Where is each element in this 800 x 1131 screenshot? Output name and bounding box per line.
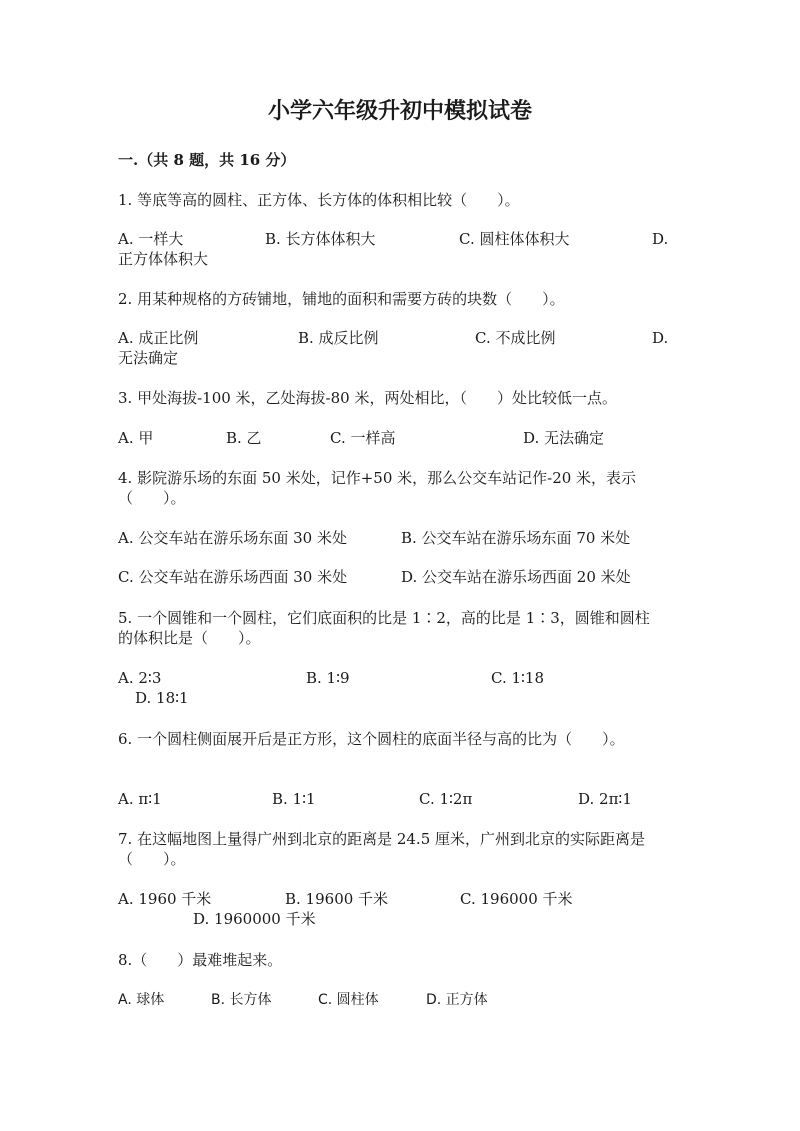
q4-option-d: D. 公交车站在游乐场西面 20 米处 (401, 568, 631, 586)
q1-option-d: D. (652, 230, 669, 248)
question-4-stem: 4. 影院游乐场的东面 50 米处，记作+50 米，那么公交车站记作-20 米，表示 (118, 469, 637, 487)
q7-option-d: D. 1960000 千米 (193, 910, 316, 928)
q5-option-c: C. 1∶18 (491, 669, 545, 687)
q4-option-a: A. 公交车站在游乐场东面 30 米处 (118, 529, 347, 547)
q4-option-c: C. 公交车站在游乐场西面 30 米处 (118, 568, 348, 586)
q1-option-d-text: 正方体体积大 (118, 250, 209, 268)
q4-option-b: B. 公交车站在游乐场东面 70 米处 (401, 529, 631, 547)
question-7-stem-line2: （ ）。 (118, 850, 186, 868)
q1-option-b: B. 长方体体积大 (265, 230, 376, 248)
q6-option-c: C. 1∶2π (419, 790, 473, 808)
q7-option-c: C. 196000 千米 (460, 890, 573, 908)
question-8-stem: 8.（ ）最难堆起来。 (118, 951, 283, 969)
q3-option-d: D. 无法确定 (523, 429, 605, 447)
q3-option-b: B. 乙 (226, 429, 262, 447)
q5-option-a: A. 2∶3 (118, 669, 162, 687)
q7-option-b: B. 19600 千米 (285, 890, 389, 908)
page-title: 小学六年级升初中模拟试卷 (267, 98, 532, 124)
q5-option-d: D. 18∶1 (135, 689, 189, 707)
q6-option-d: D. 2π∶1 (578, 790, 632, 808)
q2-option-b: B. 成反比例 (298, 329, 379, 347)
question-5-stem-line2: 的体积比是（ ）。 (118, 629, 261, 647)
q2-option-a: A. 成正比例 (118, 329, 199, 347)
q1-option-c: C. 圆柱体体积大 (459, 230, 570, 248)
question-5-stem: 5. 一个圆锥和一个圆柱，它们底面积的比是 1∶2，高的比是 1∶3，圆锥和圆柱 (118, 609, 650, 627)
q6-option-b: B. 1∶1 (272, 790, 316, 808)
question-4-stem-line2: （ ）。 (118, 489, 186, 507)
q2-option-d-text: 无法确定 (118, 349, 179, 367)
q8-option-a: A. 球体 (118, 992, 165, 1008)
q3-option-c: C. 一样高 (330, 429, 396, 447)
q5-option-b: B. 1∶9 (306, 669, 350, 687)
q8-option-c: C. 圆柱体 (318, 992, 379, 1008)
question-2-stem: 2. 用某种规格的方砖铺地，铺地的面积和需要方砖的块数（ ）。 (118, 290, 565, 308)
q3-option-a: A. 甲 (118, 429, 154, 447)
q1-option-a: A. 一样大 (118, 230, 184, 248)
q8-option-d: D. 正方体 (426, 992, 488, 1008)
section-heading: 一.（共 8 题，共 16 分） (118, 151, 296, 169)
question-6-stem: 6. 一个圆柱侧面展开后是正方形，这个圆柱的底面半径与高的比为（ ）。 (118, 730, 625, 748)
question-1-stem: 1. 等底等高的圆柱、正方体、长方体的体积相比较（ ）。 (118, 191, 520, 209)
question-3-stem: 3. 甲处海拔-100 米，乙处海拔-80 米，两处相比，（ ）处比较低一点。 (118, 389, 617, 407)
q8-option-b: B. 长方体 (211, 992, 272, 1008)
q6-option-a: A. π∶1 (118, 790, 162, 808)
q7-option-a: A. 1960 千米 (118, 890, 212, 908)
q2-option-d: D. (652, 329, 669, 347)
question-7-stem: 7. 在这幅地图上量得广州到北京的距离是 24.5 厘米，广州到北京的实际距离是 (118, 830, 646, 848)
q2-option-c: C. 不成比例 (475, 329, 556, 347)
